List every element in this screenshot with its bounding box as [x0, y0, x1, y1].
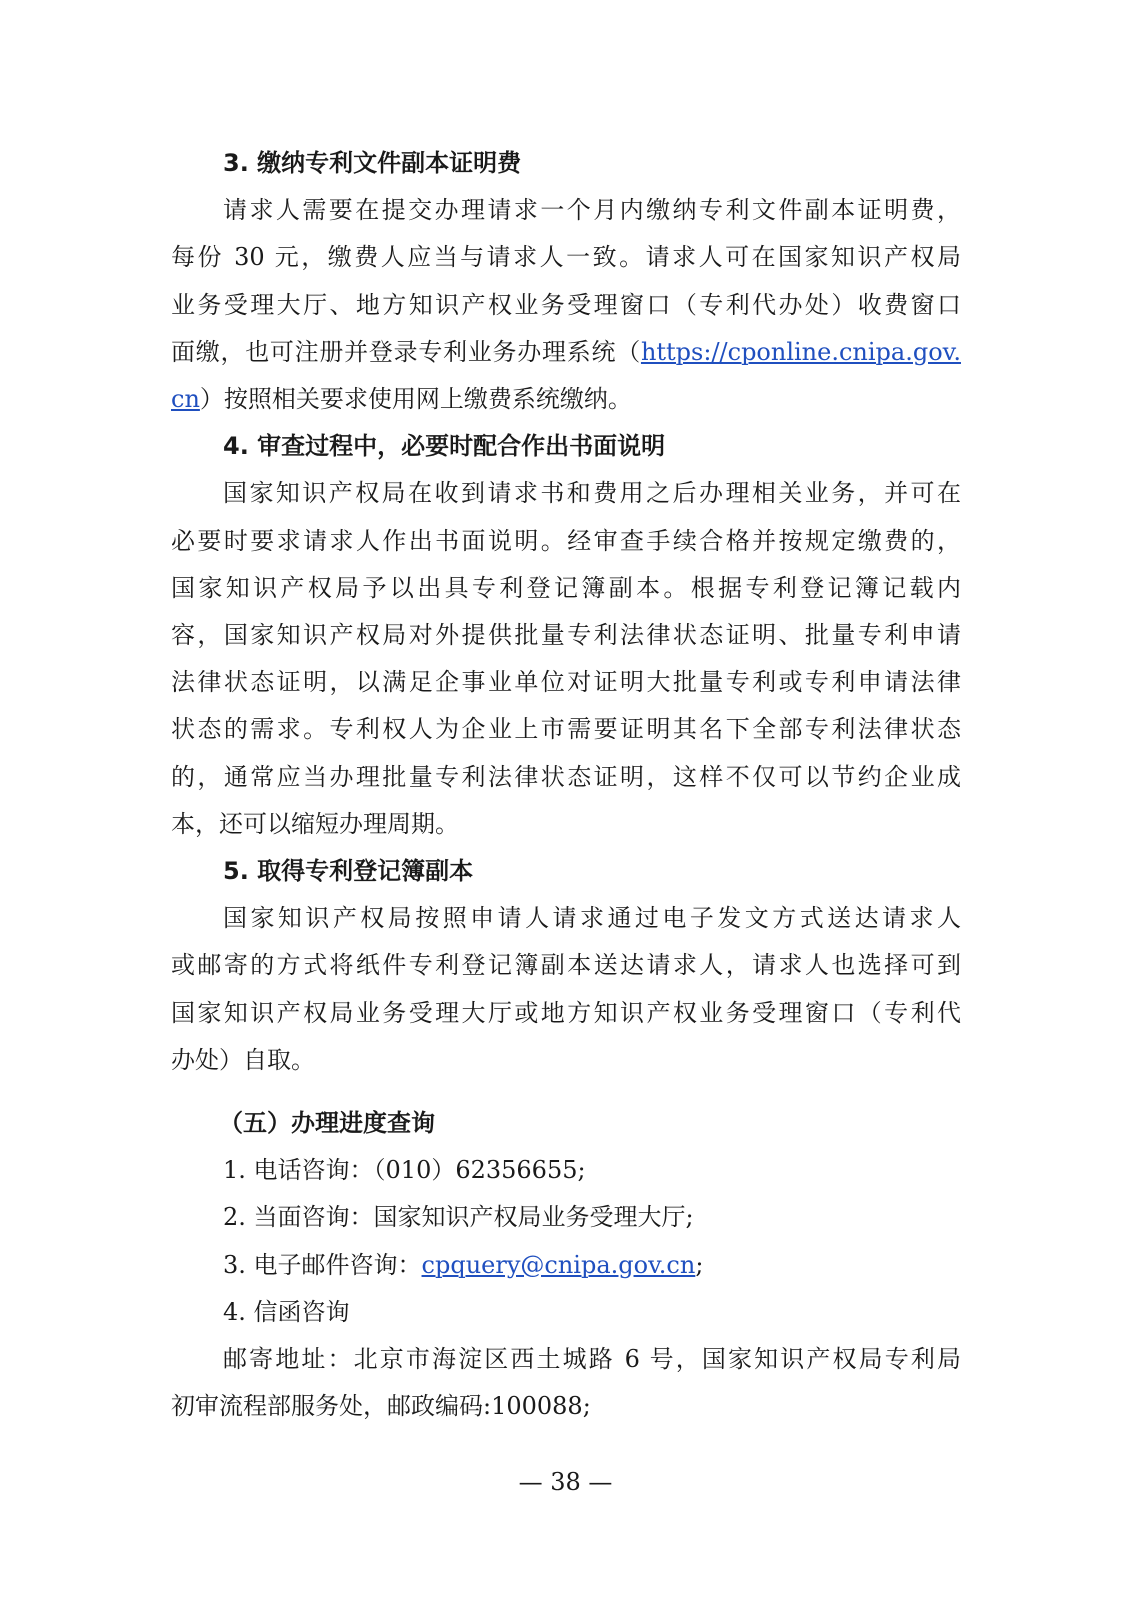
paragraph-line: 国家知识产权局在收到请求书和费用之后办理相关业务，并可在 — [223, 479, 961, 508]
paragraph-line: 国家知识产权局按照申请人请求通过电子发文方式送达请求人 — [223, 904, 961, 933]
email-suffix: ; — [695, 1250, 704, 1279]
paragraph-line: 必要时要求请求人作出书面说明。经审查手续合格并按规定缴费的， — [171, 526, 961, 555]
paragraph-line: 国家知识产权局予以出具专利登记簿副本。根据专利登记簿记载内 — [171, 573, 961, 602]
paragraph-line-with-link — [171, 376, 961, 423]
paragraph-line: 请求人需要在提交办理请求一个月内缴纳专利文件副本证明费， — [223, 196, 961, 225]
paragraph-line: 法律状态证明，以满足企事业单位对证明大批量专利或专利申请法律 — [171, 668, 961, 697]
heading-obtain-copy: 5. 取得专利登记簿副本 — [223, 857, 474, 886]
heading-review-process: 4. 审查过程中，必要时配合作出书面说明 — [223, 432, 666, 461]
paragraph-line-with-link — [171, 329, 961, 376]
paragraph-line: 的，通常应当办理批量专利法律状态证明，这样不仅可以节约企业成 — [171, 762, 961, 791]
mailing-address-line: 初审流程部服务处，邮政编码:100088; — [171, 1392, 591, 1421]
paragraph-line: 本，还可以缩短办理周期。 — [171, 809, 459, 838]
paragraph-text: 面缴，也可注册并登录专利业务办理系统（ — [171, 337, 641, 366]
paragraph-line: 办处）自取。 — [171, 1045, 315, 1074]
paragraph-text: ）按照相关要求使用网上缴费系统缴纳。 — [199, 385, 632, 414]
mailing-address-line: 邮寄地址：北京市海淀区西土城路 6 号，国家知识产权局专利局 — [223, 1345, 961, 1374]
cponline-link[interactable]: https://cponline.cnipa.gov. — [640, 337, 961, 366]
in-person-inquiry: 2. 当面咨询：国家知识产权局业务受理大厅; — [223, 1203, 694, 1232]
paragraph-line: 或邮寄的方式将纸件专利登记簿副本送达请求人，请求人也选择可到 — [171, 951, 961, 980]
letter-inquiry: 4. 信函咨询 — [223, 1297, 350, 1326]
section-title-progress-query: （五）办理进度查询 — [219, 1109, 435, 1138]
email-inquiry — [171, 1242, 961, 1289]
cponline-link-continued[interactable]: cn — [171, 385, 200, 414]
email-label: 3. 电子邮件咨询： — [223, 1250, 422, 1279]
paragraph-line: 国家知识产权局业务受理大厅或地方知识产权业务受理窗口（专利代 — [171, 998, 961, 1027]
page-number: — 38 — — [518, 1468, 613, 1496]
phone-inquiry: 1. 电话咨询：（010）62356655; — [223, 1156, 586, 1185]
paragraph-line: 状态的需求。专利权人为企业上市需要证明其名下全部专利法律状态 — [171, 715, 961, 744]
section-gap — [171, 1084, 961, 1100]
heading-pay-fee: 3. 缴纳专利文件副本证明费 — [223, 149, 522, 177]
paragraph-line: 业务受理大厅、地方知识产权业务受理窗口（专利代办处）收费窗口 — [171, 290, 961, 319]
email-link[interactable]: cpquery@cnipa.gov.cn — [421, 1250, 696, 1279]
paragraph-line: 每份 30 元，缴费人应当与请求人一致。请求人可在国家知识产权局 — [171, 243, 961, 272]
document-page — [171, 140, 961, 1430]
paragraph-line: 容，国家知识产权局对外提供批量专利法律状态证明、批量专利申请 — [171, 621, 961, 650]
